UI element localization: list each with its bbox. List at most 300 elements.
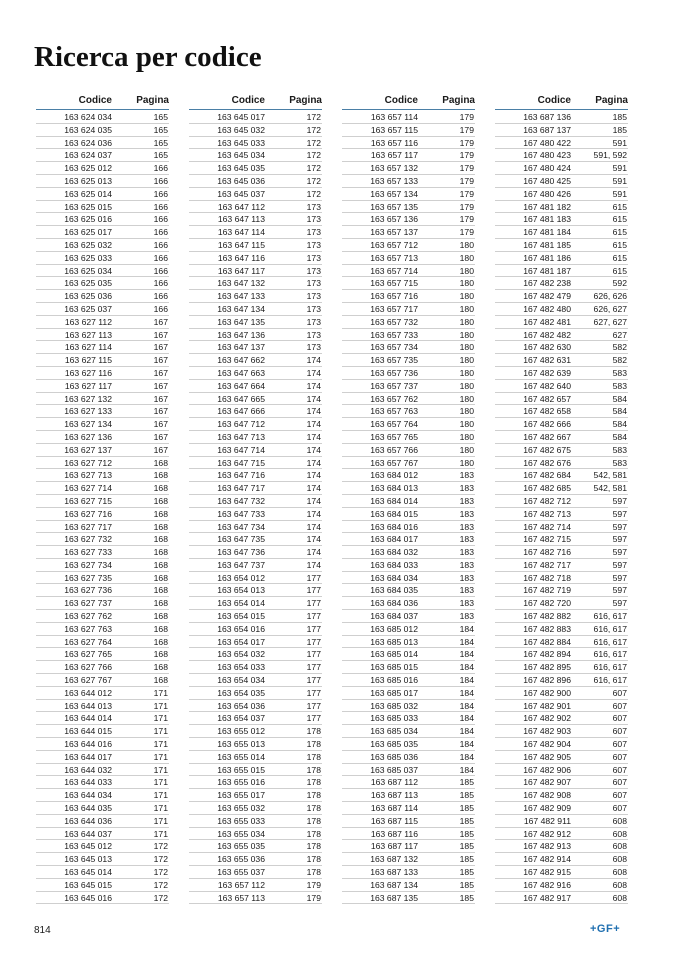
table-row: [495, 546, 628, 559]
code-cell: 163 657 712: [370, 239, 418, 250]
code-cell: 163 627 732: [64, 534, 112, 545]
page-cell: 168: [153, 521, 168, 532]
page-cell: 183: [459, 470, 474, 481]
code-cell: 167 482 908: [523, 790, 571, 801]
table-row: [495, 892, 628, 905]
page-cell: 174: [306, 483, 321, 494]
table-row: [495, 815, 628, 828]
page-cell: 597: [612, 508, 627, 519]
table-row: [189, 687, 322, 700]
code-cell: 163 685 032: [370, 700, 418, 711]
table-row: [342, 252, 475, 265]
table-row: [189, 226, 322, 239]
code-cell: 163 687 133: [370, 867, 418, 878]
code-cell: 163 625 032: [64, 239, 112, 250]
page-cell: 172: [153, 867, 168, 878]
code-cell: 163 657 737: [370, 380, 418, 391]
table-row: [36, 418, 169, 431]
table-row: [36, 892, 169, 905]
code-cell: 167 482 657: [523, 393, 571, 404]
page-cell: 177: [306, 713, 321, 724]
page-cell: 166: [153, 214, 168, 225]
code-cell: 163 627 735: [64, 572, 112, 583]
page-cell: 179: [306, 879, 321, 890]
code-cell: 163 684 017: [370, 534, 418, 545]
code-cell: 163 645 013: [64, 854, 112, 865]
page-cell: 177: [306, 598, 321, 609]
page-cell: 166: [153, 239, 168, 250]
page-cell: 184: [459, 636, 474, 647]
code-cell: 163 647 733: [217, 508, 265, 519]
page-cell: 167: [153, 355, 168, 366]
table-row: [342, 431, 475, 444]
table-row: [342, 329, 475, 342]
table-row: [189, 853, 322, 866]
code-cell: 167 481 183: [523, 214, 571, 225]
column-header: [189, 95, 322, 110]
table-row: [189, 213, 322, 226]
page-cell: 185: [459, 803, 474, 814]
table-row: [495, 776, 628, 789]
table-row: [189, 405, 322, 418]
page-cell: 616, 617: [593, 636, 627, 647]
page-cell: 173: [306, 201, 321, 212]
table-row: [189, 162, 322, 175]
page-cell: 607: [612, 700, 627, 711]
page-cell: 180: [459, 342, 474, 353]
page-cell: 166: [153, 252, 168, 263]
code-cell: 163 645 035: [217, 163, 265, 174]
code-cell: 163 657 112: [217, 879, 265, 890]
page-cell: 180: [459, 457, 474, 468]
table-row: [495, 879, 628, 892]
table-rows: [342, 111, 475, 904]
page-cell: 172: [306, 188, 321, 199]
code-cell: 163 644 012: [64, 687, 112, 698]
page-cell: 607: [612, 751, 627, 762]
code-cell: 163 657 767: [370, 457, 418, 468]
code-cell: 163 645 034: [217, 150, 265, 161]
page-cell: 178: [306, 777, 321, 788]
table-row: [189, 546, 322, 559]
page-cell: 185: [459, 867, 474, 878]
page-cell: 184: [459, 675, 474, 686]
table-row: [189, 444, 322, 457]
page-cell: 174: [306, 393, 321, 404]
table-row: [495, 367, 628, 380]
table-row: [36, 252, 169, 265]
code-cell: 163 687 137: [523, 124, 571, 135]
code-cell: 167 482 912: [523, 828, 571, 839]
code-cell: 163 627 137: [64, 444, 112, 455]
code-cell: 167 480 424: [523, 163, 571, 174]
page-cell: 180: [459, 367, 474, 378]
table-row: [189, 137, 322, 150]
code-cell: 163 624 036: [64, 137, 112, 148]
code-cell: 163 625 035: [64, 278, 112, 289]
page-cell: 597: [612, 585, 627, 596]
code-cell: 167 482 479: [523, 291, 571, 302]
table-row: [342, 559, 475, 572]
table-row: [189, 265, 322, 278]
code-cell: 167 482 718: [523, 572, 571, 583]
page-cell: 174: [306, 457, 321, 468]
page-cell: 168: [153, 457, 168, 468]
table-row: [36, 341, 169, 354]
table-row: [189, 341, 322, 354]
table-row: [342, 712, 475, 725]
code-cell: 163 647 717: [217, 483, 265, 494]
table-row: [36, 303, 169, 316]
table-row: [189, 469, 322, 482]
code-cell: 167 482 904: [523, 739, 571, 750]
page-cell: 167: [153, 419, 168, 430]
code-cell: 163 685 016: [370, 675, 418, 686]
table-row: [36, 444, 169, 457]
page-cell: 607: [612, 726, 627, 737]
page-cell: 584: [612, 419, 627, 430]
page-cell: 607: [612, 764, 627, 775]
page-cell: 180: [459, 431, 474, 442]
code-cell: 163 655 014: [217, 751, 265, 762]
table-row: [189, 431, 322, 444]
table-row: [189, 495, 322, 508]
table-row: [495, 751, 628, 764]
table-row: [189, 610, 322, 623]
table-row: [36, 149, 169, 162]
code-cell: 163 685 034: [370, 726, 418, 737]
page-cell: 165: [153, 124, 168, 135]
table-row: [36, 162, 169, 175]
code-cell: 163 627 132: [64, 393, 112, 404]
table-row: [495, 316, 628, 329]
code-cell: 163 627 762: [64, 611, 112, 622]
table-row: [189, 725, 322, 738]
table-row: [342, 469, 475, 482]
code-cell: 163 654 034: [217, 675, 265, 686]
table-row: [36, 521, 169, 534]
table-row: [342, 623, 475, 636]
code-cell: 163 647 713: [217, 431, 265, 442]
page-cell: 173: [306, 316, 321, 327]
table-row: [36, 380, 169, 393]
page-cell: 178: [306, 751, 321, 762]
table-rows: [495, 111, 628, 904]
code-cell: 167 481 186: [523, 252, 571, 263]
code-cell: 163 657 766: [370, 444, 418, 455]
code-cell: 163 685 013: [370, 636, 418, 647]
page-cell: 616, 617: [593, 649, 627, 660]
code-cell: 163 685 035: [370, 739, 418, 750]
page-cell: 173: [306, 227, 321, 238]
code-cell: 163 647 715: [217, 457, 265, 468]
code-cell: 163 627 763: [64, 623, 112, 634]
table-row: [189, 482, 322, 495]
page-cell: 616, 617: [593, 662, 627, 673]
table-row: [495, 444, 628, 457]
table-row: [342, 444, 475, 457]
table-row: [36, 457, 169, 470]
code-cell: 163 644 036: [64, 815, 112, 826]
page-cell: 180: [459, 329, 474, 340]
table-row: [495, 828, 628, 841]
table-row: [342, 700, 475, 713]
code-cell: 163 657 717: [370, 303, 418, 314]
code-cell: 163 625 015: [64, 201, 112, 212]
page-cell: 178: [306, 764, 321, 775]
page-cell: 174: [306, 431, 321, 442]
page-cell: 179: [306, 892, 321, 903]
page-cell: 185: [459, 879, 474, 890]
page-cell: 627, 627: [593, 316, 627, 327]
table-row: [495, 764, 628, 777]
column-header: [495, 95, 628, 110]
code-table-column-4: [495, 95, 628, 904]
page-cell: 172: [153, 841, 168, 852]
page-cell: 168: [153, 559, 168, 570]
page-cell: 173: [306, 214, 321, 225]
table-row: [495, 405, 628, 418]
code-cell: 167 482 913: [523, 841, 571, 852]
table-row: [342, 111, 475, 124]
page-cell: 615: [612, 227, 627, 238]
page-cell: 171: [153, 713, 168, 724]
page-cell: 180: [459, 291, 474, 302]
table-row: [342, 303, 475, 316]
table-row: [495, 738, 628, 751]
page-cell: 607: [612, 790, 627, 801]
page-cell: 185: [459, 828, 474, 839]
page-cell: 615: [612, 214, 627, 225]
page-cell: 172: [306, 150, 321, 161]
page-cell: 615: [612, 252, 627, 263]
code-cell: 167 482 916: [523, 879, 571, 890]
table-row: [189, 418, 322, 431]
table-row: [342, 162, 475, 175]
page-cell: 616, 617: [593, 623, 627, 634]
table-row: [495, 866, 628, 879]
table-row: [36, 738, 169, 751]
page-cell: 179: [459, 175, 474, 186]
table-row: [342, 648, 475, 661]
code-cell: 163 687 113: [370, 790, 418, 801]
page-cell: 172: [306, 137, 321, 148]
table-row: [342, 482, 475, 495]
page-cell: 184: [459, 764, 474, 775]
table-row: [342, 124, 475, 137]
page-cell: 178: [306, 790, 321, 801]
page-cell: 616, 617: [593, 611, 627, 622]
code-cell: 163 627 733: [64, 547, 112, 558]
page-cell: 607: [612, 739, 627, 750]
page-cell: 185: [459, 815, 474, 826]
code-cell: 163 657 133: [370, 175, 418, 186]
page-cell: 178: [306, 828, 321, 839]
page-cell: 168: [153, 598, 168, 609]
table-row: [495, 559, 628, 572]
code-cell: 163 647 137: [217, 342, 265, 353]
page-cell: 172: [306, 163, 321, 174]
code-cell: 163 685 014: [370, 649, 418, 660]
code-cell: 163 655 033: [217, 815, 265, 826]
page-cell: 615: [612, 265, 627, 276]
page-header: Pagina: [595, 95, 628, 106]
table-row: [36, 584, 169, 597]
table-row: [189, 712, 322, 725]
page-cell: 615: [612, 239, 627, 250]
table-row: [342, 853, 475, 866]
code-cell: 167 482 882: [523, 611, 571, 622]
page-cell: 591, 592: [593, 150, 627, 161]
code-cell: 163 647 112: [217, 201, 265, 212]
page-cell: 167: [153, 329, 168, 340]
page-cell: 171: [153, 700, 168, 711]
code-cell: 163 684 013: [370, 483, 418, 494]
page-cell: 174: [306, 406, 321, 417]
code-cell: 163 647 666: [217, 406, 265, 417]
code-cell: 163 657 714: [370, 265, 418, 276]
page-cell: 179: [459, 137, 474, 148]
table-row: [342, 687, 475, 700]
code-cell: 163 654 032: [217, 649, 265, 660]
page-cell: 168: [153, 508, 168, 519]
page-cell: 174: [306, 470, 321, 481]
table-row: [189, 738, 322, 751]
code-cell: 163 627 134: [64, 419, 112, 430]
page-cell: 166: [153, 227, 168, 238]
page-cell: 185: [459, 841, 474, 852]
table-row: [36, 367, 169, 380]
table-row: [495, 431, 628, 444]
code-cell: 167 480 423: [523, 150, 571, 161]
code-cell: 163 657 736: [370, 367, 418, 378]
page-cell: 174: [306, 419, 321, 430]
table-row: [36, 175, 169, 188]
code-cell: 163 687 136: [523, 112, 571, 122]
page-cell: 173: [306, 265, 321, 276]
page-cell: 177: [306, 700, 321, 711]
code-cell: 163 657 113: [217, 892, 265, 903]
page-cell: 177: [306, 636, 321, 647]
table-row: [495, 712, 628, 725]
code-cell: 163 654 037: [217, 713, 265, 724]
table-row: [342, 879, 475, 892]
table-row: [495, 393, 628, 406]
table-row: [342, 418, 475, 431]
page-cell: 597: [612, 559, 627, 570]
table-row: [495, 277, 628, 290]
code-cell: 163 645 016: [64, 892, 112, 903]
table-row: [342, 175, 475, 188]
table-row: [342, 393, 475, 406]
table-row: [495, 700, 628, 713]
code-cell: 163 654 014: [217, 598, 265, 609]
code-cell: 163 627 113: [64, 329, 112, 340]
code-cell: 167 482 720: [523, 598, 571, 609]
page-cell: 174: [306, 380, 321, 391]
code-cell: 163 657 765: [370, 431, 418, 442]
table-row: [36, 188, 169, 201]
page-cell: 174: [306, 444, 321, 455]
table-row: [342, 341, 475, 354]
code-cell: 163 647 133: [217, 291, 265, 302]
code-cell: 163 645 015: [64, 879, 112, 890]
page-cell: 592: [612, 278, 627, 289]
code-cell: 163 644 034: [64, 790, 112, 801]
table-row: [342, 457, 475, 470]
code-cell: 163 627 714: [64, 483, 112, 494]
page-cell: 171: [153, 687, 168, 698]
page-cell: 607: [612, 803, 627, 814]
table-row: [342, 828, 475, 841]
table-row: [36, 648, 169, 661]
table-row: [36, 661, 169, 674]
page-cell: 184: [459, 700, 474, 711]
page-cell: 174: [306, 495, 321, 506]
page-cell: 166: [153, 175, 168, 186]
code-cell: 167 480 425: [523, 175, 571, 186]
table-row: [342, 213, 475, 226]
table-row: [342, 265, 475, 278]
page-cell: 167: [153, 316, 168, 327]
page-cell: 168: [153, 636, 168, 647]
table-row: [495, 111, 628, 124]
page-cell: 171: [153, 751, 168, 762]
page-cell: 167: [153, 380, 168, 391]
table-row: [36, 393, 169, 406]
table-row: [189, 149, 322, 162]
code-cell: 163 647 136: [217, 329, 265, 340]
table-row: [342, 776, 475, 789]
page-cell: 607: [612, 687, 627, 698]
code-cell: 163 644 033: [64, 777, 112, 788]
table-row: [36, 329, 169, 342]
code-cell: 163 684 012: [370, 470, 418, 481]
code-cell: 163 687 112: [370, 777, 418, 788]
code-cell: 163 685 036: [370, 751, 418, 762]
code-cell: 167 482 684: [523, 470, 571, 481]
page-cell: 584: [612, 393, 627, 404]
code-cell: 163 657 735: [370, 355, 418, 366]
code-cell: 163 644 032: [64, 764, 112, 775]
page-cell: 174: [306, 534, 321, 545]
table-row: [495, 495, 628, 508]
code-cell: 163 654 015: [217, 611, 265, 622]
code-cell: 167 480 426: [523, 188, 571, 199]
table-row: [36, 751, 169, 764]
table-row: [495, 418, 628, 431]
table-row: [342, 738, 475, 751]
table-row: [495, 162, 628, 175]
table-row: [189, 776, 322, 789]
code-cell: 167 481 184: [523, 227, 571, 238]
table-row: [189, 789, 322, 802]
code-cell: 163 627 716: [64, 508, 112, 519]
page-cell: 178: [306, 854, 321, 865]
page-cell: 171: [153, 764, 168, 775]
table-row: [189, 290, 322, 303]
table-row: [36, 828, 169, 841]
table-row: [342, 815, 475, 828]
code-cell: 163 627 764: [64, 636, 112, 647]
table-row: [36, 636, 169, 649]
table-row: [495, 329, 628, 342]
code-cell: 167 482 911: [523, 815, 571, 826]
page-cell: 168: [153, 534, 168, 545]
table-row: [495, 572, 628, 585]
code-cell: 163 655 032: [217, 803, 265, 814]
table-row: [495, 610, 628, 623]
